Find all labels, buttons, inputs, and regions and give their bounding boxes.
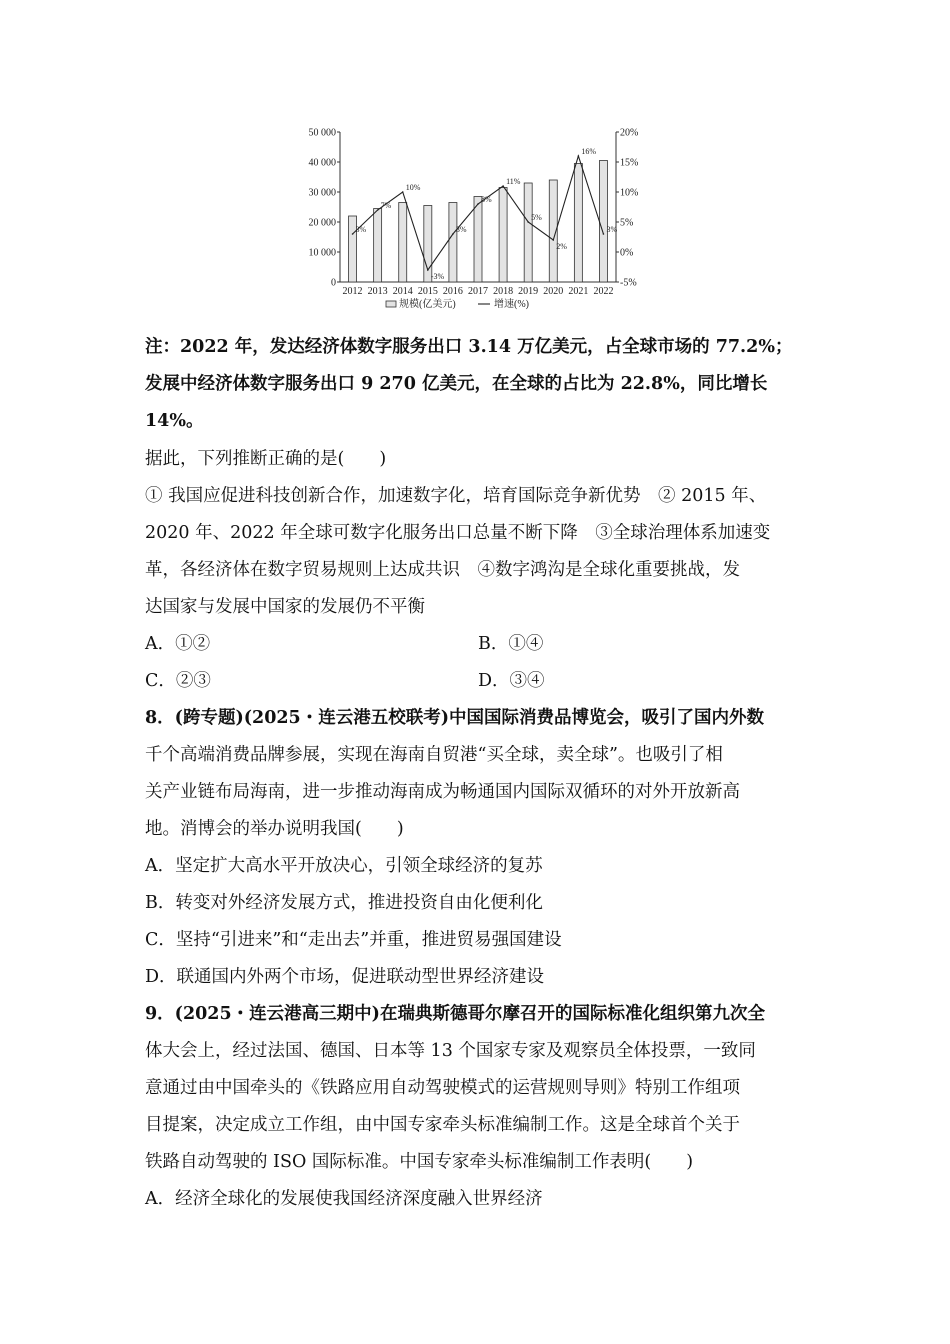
- x-tick-label: 2013: [367, 286, 388, 297]
- bar: [599, 161, 607, 283]
- x-tick-label: 2014: [392, 286, 413, 297]
- x-tick-label: 2012: [342, 286, 363, 297]
- x-tick-label: 2021: [568, 286, 589, 297]
- left-tick-label: 40 000: [308, 157, 336, 169]
- growth-point: [352, 233, 354, 235]
- growth-data-label: 7%: [380, 201, 392, 210]
- bar: [499, 188, 507, 283]
- x-tick-label: 2015: [417, 286, 438, 297]
- growth-point: [377, 209, 379, 211]
- q9-line-3: 意通过由中国牵头的《铁路应用自动驾驶模式的运营规则导则》特别工作组项: [145, 1078, 740, 1098]
- bar: [374, 209, 382, 283]
- q8-line-4: 地。消博会的举办说明我国( ): [145, 819, 404, 839]
- right-tick-label: 5%: [620, 217, 634, 229]
- right-tick-label: 0%: [620, 247, 634, 259]
- q8-option-c[interactable]: C．坚持“引进来”和“走出去”并重，推进贸易强国建设: [145, 930, 562, 950]
- growth-point: [603, 233, 605, 235]
- growth-point: [527, 221, 529, 223]
- growth-point: [402, 191, 404, 193]
- right-tick-label: 10%: [620, 187, 639, 199]
- growth-data-label: 10%: [405, 183, 421, 192]
- q7-body-3: 革，各经济体在数字贸易规则上达成共识 ④数字鸿沟是全球化重要挑战，发: [145, 560, 740, 580]
- legend-bar-swatch: [386, 301, 396, 307]
- x-tick-label: 2016: [442, 286, 463, 297]
- growth-point: [552, 239, 554, 241]
- growth-data-label: 8%: [481, 195, 492, 204]
- growth-data-label: 3%: [455, 225, 467, 234]
- bar: [449, 203, 457, 283]
- growth-data-label: -3%: [430, 272, 445, 281]
- q8-option-d[interactable]: D．联通国内外两个市场，促进联动型世界经济建设: [145, 967, 545, 987]
- q9-option-a[interactable]: A．经济全球化的发展使我国经济深度融入世界经济: [145, 1189, 543, 1209]
- x-tick-label: 2022: [593, 286, 614, 297]
- q7-option-c[interactable]: C．②③: [145, 671, 211, 691]
- q9-line-4: 目提案，决定成立工作组，由中国专家牵头标准编制工作。这是全球首个关于: [145, 1115, 740, 1135]
- growth-data-label: 2%: [556, 242, 567, 251]
- note-line-1: 注：2022 年，发达经济体数字服务出口 3.14 万亿美元，占全球市场的 77.2%；: [145, 337, 793, 357]
- q8-line-1: 8．(跨专题)(2025・连云港五校联考)中国国际消费品博览会，吸引了国内外数: [145, 708, 765, 728]
- right-tick-label: -5%: [620, 277, 637, 289]
- legend-bar-label: 规模(亿美元): [399, 299, 456, 310]
- growth-point: [427, 269, 429, 271]
- growth-data-label: 16%: [581, 147, 597, 156]
- q9-line-2: 体大会上，经过法国、德国、日本等 13 个国家专家及观察员全体投票，一致同: [145, 1041, 756, 1061]
- right-tick-label: 20%: [620, 127, 639, 139]
- q8-option-a[interactable]: A．坚定扩大高水平开放决心，引领全球经济的复苏: [145, 856, 543, 876]
- growth-data-label: 3%: [606, 225, 618, 234]
- bar: [524, 183, 532, 282]
- left-tick-label: 50 000: [308, 127, 336, 139]
- right-tick-label: 15%: [620, 157, 639, 169]
- q9-line-5: 铁路自动驾驶的 ISO 国际标准。中国专家牵头标准编制工作表明( ): [145, 1152, 694, 1172]
- bar: [399, 203, 407, 283]
- growth-data-label: 11%: [506, 177, 521, 186]
- q9-line-1: 9．(2025・连云港高三期中)在瑞典斯德哥尔摩召开的国际标准化组织第九次全: [145, 1004, 765, 1024]
- growth-point: [578, 155, 580, 157]
- q8-line-2: 千个高端消费品牌参展，实现在海南自贸港“买全球，卖全球”。也吸引了相: [145, 745, 723, 765]
- q8-line-3: 关产业链布局海南，进一步推动海南成为畅通国内国际双循环的对外开放新高: [145, 782, 740, 802]
- growth-point: [452, 233, 454, 235]
- q7-body-4: 达国家与发展中国家的发展仍不平衡: [145, 597, 425, 617]
- digital-services-export-chart: [290, 120, 660, 325]
- left-tick-label: 10 000: [308, 247, 336, 259]
- x-tick-label: 2020: [543, 286, 564, 297]
- left-tick-label: 20 000: [308, 217, 336, 229]
- x-tick-label: 2018: [493, 286, 514, 297]
- growth-point: [502, 185, 504, 187]
- bar: [474, 197, 482, 283]
- q7-option-b[interactable]: B．①④: [478, 634, 544, 654]
- legend-line-label: 增速(%): [494, 299, 529, 310]
- note-line-2: 发展中经济体数字服务出口 9 270 亿美元，在全球的占比为 22.8%，同比增长: [145, 374, 768, 394]
- growth-point: [477, 203, 479, 205]
- growth-data-label: 3%: [355, 225, 367, 234]
- bar: [574, 164, 582, 283]
- q8-option-b[interactable]: B．转变对外经济发展方式，推进投资自由化便利化: [145, 893, 543, 913]
- q7-option-a[interactable]: A．①②: [145, 634, 211, 654]
- growth-data-label: 5%: [531, 213, 542, 222]
- q7-stem: 据此，下列推断正确的是( ): [145, 449, 387, 469]
- left-tick-label: 30 000: [308, 187, 336, 199]
- q7-body-1: ① 我国应促进科技创新合作，加速数字化，培育国际竞争新优势 ② 2015 年、: [145, 486, 767, 506]
- note-line-3: 14%。: [145, 411, 204, 431]
- q7-body-2: 2020 年、2022 年全球可数字化服务出口总量不断下降 ③全球治理体系加速变: [145, 523, 771, 543]
- q7-option-d[interactable]: D．③④: [478, 671, 545, 691]
- x-tick-label: 2017: [468, 286, 488, 297]
- x-tick-label: 2019: [518, 286, 539, 297]
- left-tick-label: 0: [331, 277, 336, 289]
